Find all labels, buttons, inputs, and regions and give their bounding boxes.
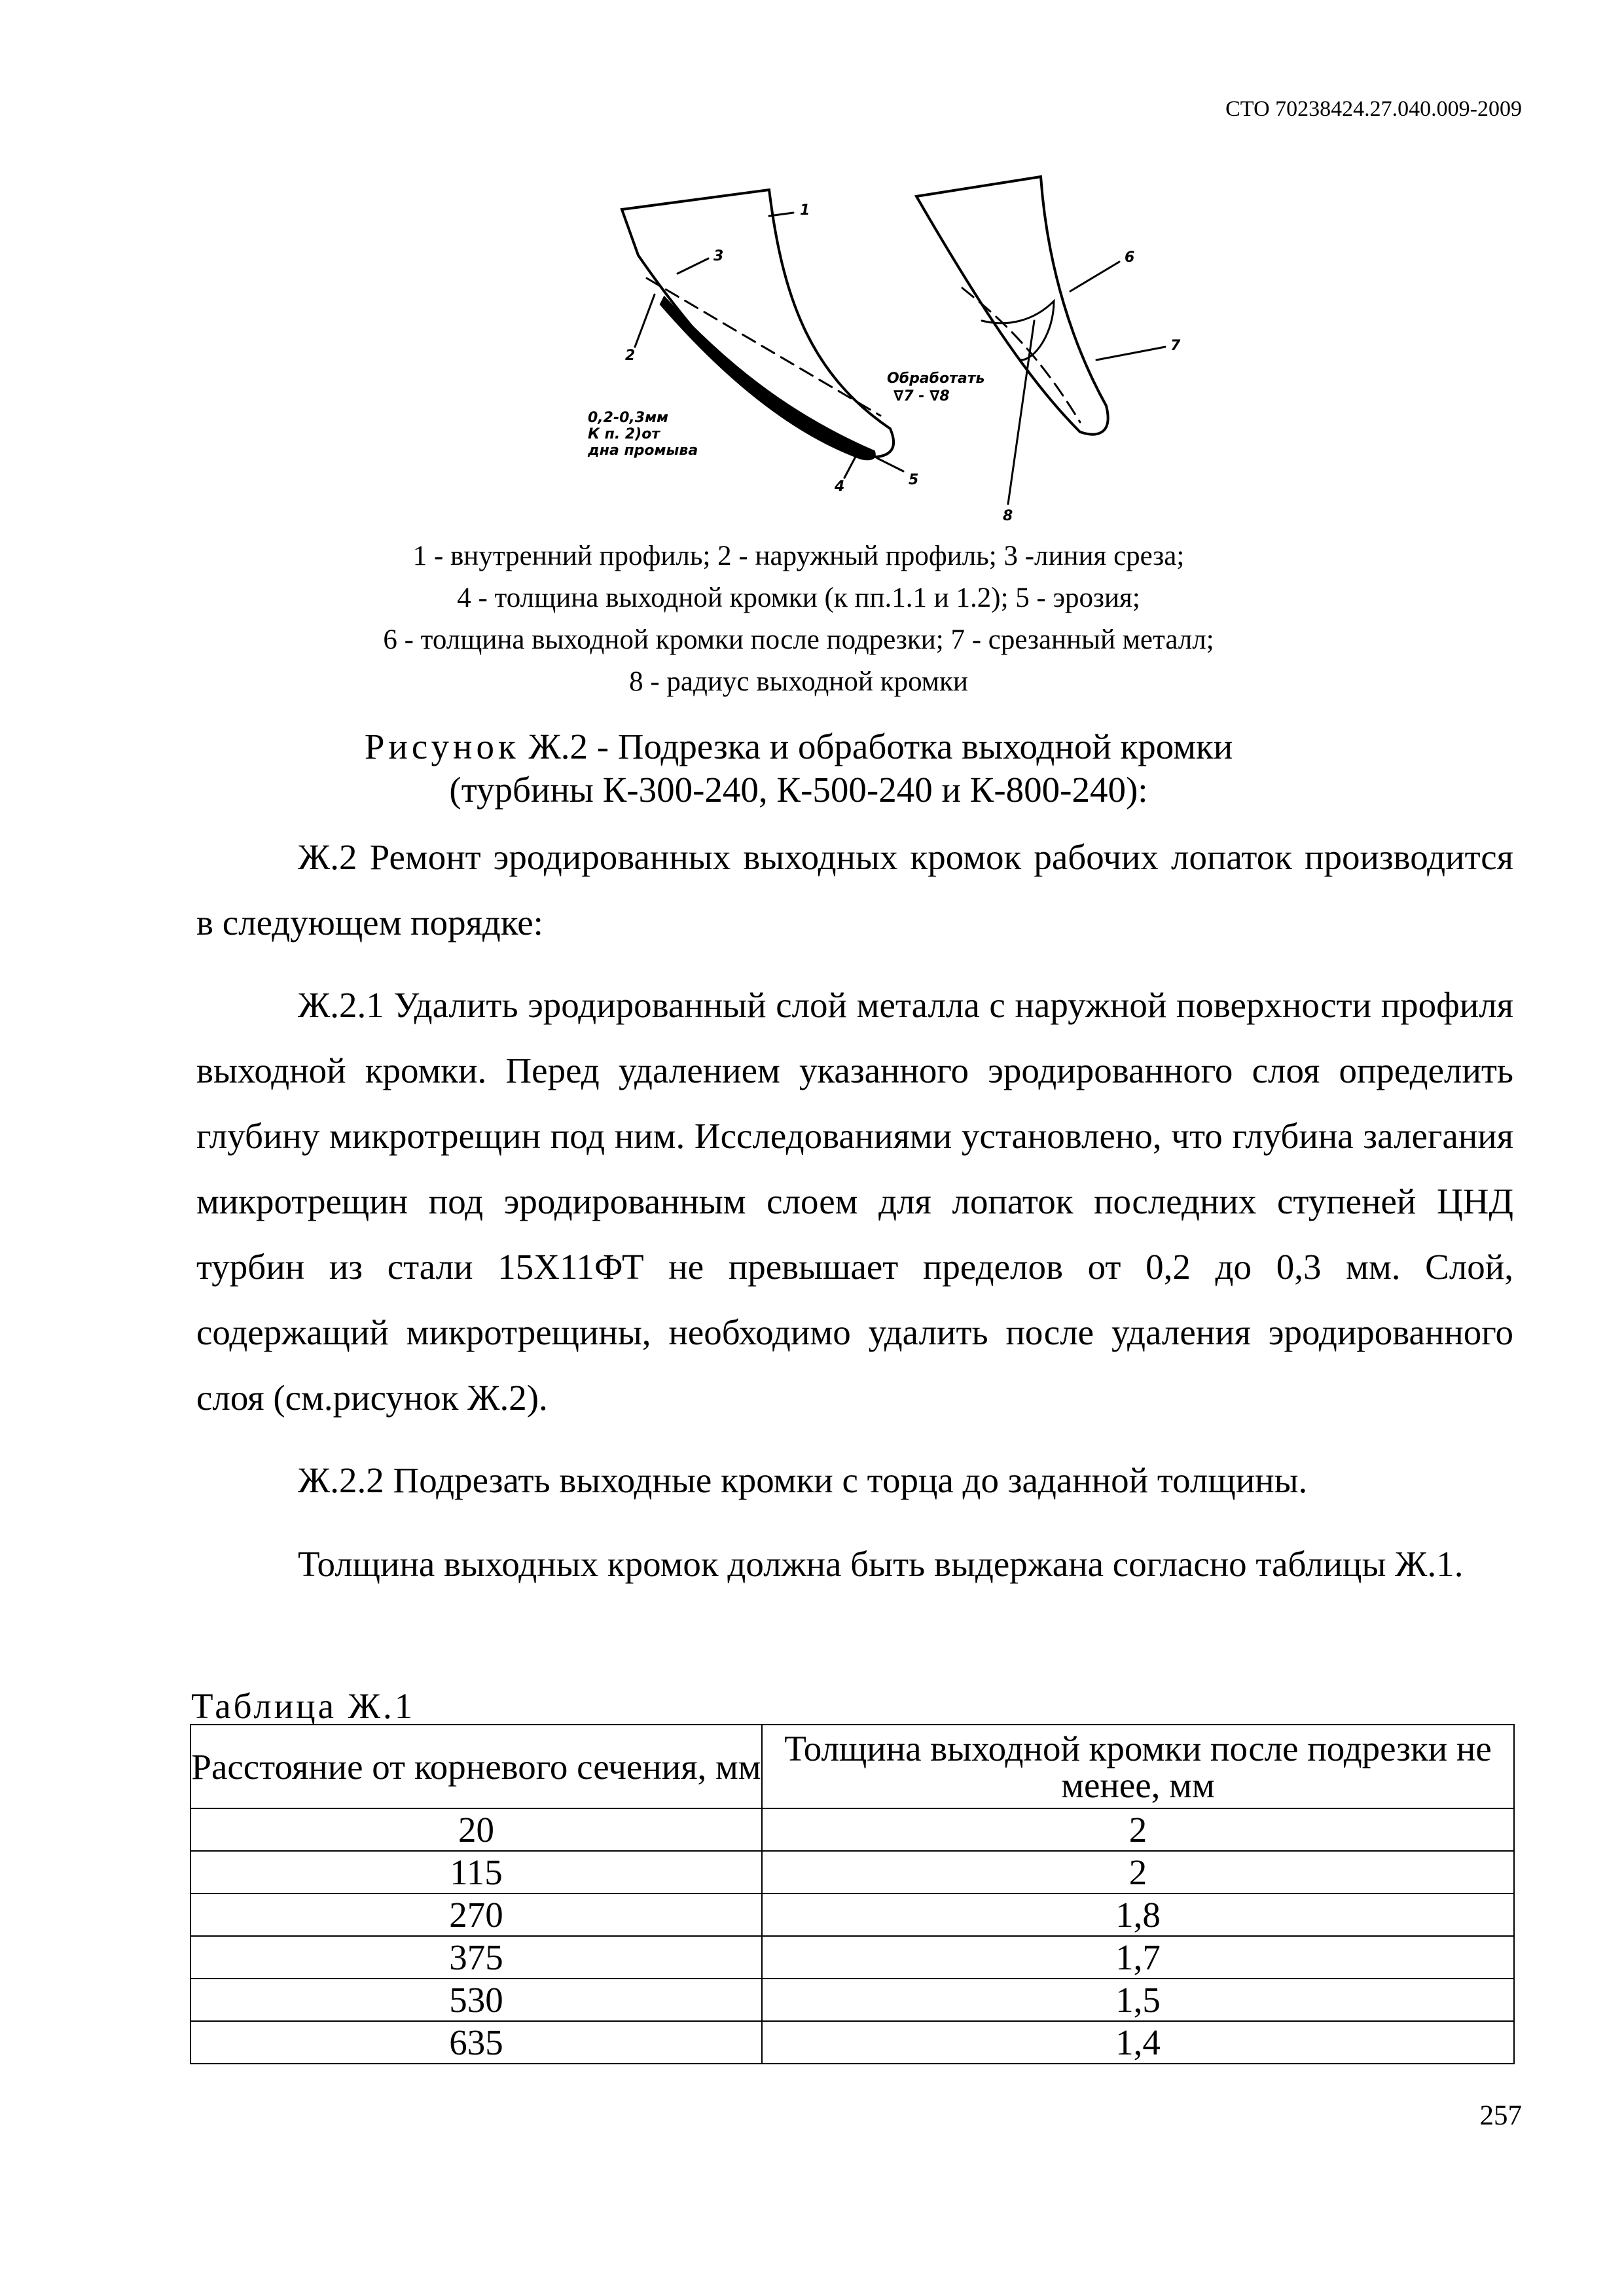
table-cell-thickness: 1,8 bbox=[762, 1893, 1514, 1936]
figure-title-line-2: (турбины К-300-240, К-500-240 и К-800-240): bbox=[449, 770, 1148, 810]
figure-note-depth: 0,2-0,3мм bbox=[588, 410, 669, 426]
figure-note-bottom: дна промыва bbox=[588, 442, 698, 459]
figure-title-rest: Ж.2 - Подрезка и обработка выходной кромки bbox=[519, 726, 1233, 766]
figure-note-ref: К п. 2)от bbox=[588, 426, 660, 442]
table-row bbox=[190, 1851, 1514, 1893]
figure-caption-line-1: 1 - внутренний профиль; 2 - наружный профиль; 3 -линия среза; bbox=[412, 541, 1185, 571]
figure-caption-line-2: 4 - толщина выходной кромки (к пп.1.1 и 1.2); 5 - эрозия; bbox=[457, 583, 1140, 613]
erosion-band bbox=[661, 298, 875, 459]
table-cell-distance: 115 bbox=[190, 1851, 762, 1893]
table-cell-distance: 20 bbox=[190, 1808, 762, 1851]
table-row bbox=[190, 1979, 1514, 2021]
page-number: 257 bbox=[1479, 2100, 1522, 2131]
figure-caption-line-4: 8 - радиус выходной кромки bbox=[629, 666, 968, 697]
figure-title-word: Рисунок bbox=[364, 726, 520, 766]
trailing-edge-radius bbox=[982, 301, 1054, 360]
document-code-header: СТО 70238424.27.040.009-2009 bbox=[1225, 97, 1522, 121]
table-header-row bbox=[190, 1725, 1514, 1808]
figure-label-7: 7 bbox=[1170, 338, 1181, 354]
figure-label-3: 3 bbox=[713, 248, 724, 264]
paragraph-zh2-2: Ж.2.2 Подрезать выходные кромки с торца до заданной толщины. bbox=[298, 1460, 1308, 1500]
table-cell-thickness: 1,5 bbox=[762, 1979, 1514, 2021]
table-row bbox=[190, 1808, 1514, 1851]
table-cell-thickness: 2 bbox=[762, 1851, 1514, 1893]
figure-title bbox=[196, 725, 1401, 768]
table-cell-distance: 530 bbox=[190, 1979, 762, 2021]
figure-note-process: Обработать bbox=[887, 370, 985, 387]
table-row bbox=[190, 1893, 1514, 1936]
trailing-edge-thickness-table bbox=[190, 1724, 1515, 2064]
figure-label-8: 8 bbox=[1003, 508, 1013, 524]
paragraph-thickness-note: Толщина выходных кромок должна быть выдержана согласно таблицы Ж.1. bbox=[298, 1544, 1464, 1584]
paragraph-zh2: Ж.2 Ремонт эродированных выходных кромок рабочих лопаток производится в следующем порядке: bbox=[196, 837, 1513, 942]
table-cell-thickness: 2 bbox=[762, 1808, 1514, 1851]
table-row bbox=[190, 2021, 1514, 2064]
figure-label-5: 5 bbox=[909, 472, 919, 488]
figure-caption-line-3: 6 - толщина выходной кромки после подрезки; 7 - срезанный металл; bbox=[383, 624, 1214, 655]
table-cell-distance: 375 bbox=[190, 1936, 762, 1979]
table-label: Таблица Ж.1 bbox=[191, 1686, 416, 1726]
figure-label-6: 6 bbox=[1125, 249, 1135, 266]
blade-trailing-edge-figure bbox=[537, 164, 1257, 530]
figure-label-1: 1 bbox=[800, 202, 810, 219]
table-cell-distance: 635 bbox=[190, 2021, 762, 2064]
table-header-distance: Расстояние от корневого сечения, мм bbox=[190, 1725, 762, 1808]
table-cell-thickness: 1,7 bbox=[762, 1936, 1514, 1979]
table-row bbox=[190, 1936, 1514, 1979]
table-cell-distance: 270 bbox=[190, 1893, 762, 1936]
right-blade-cut-outline bbox=[962, 288, 1080, 422]
figure-note-finish: ∇7 - ∇8 bbox=[893, 388, 950, 404]
table-header-thickness: Толщина выходной кромки после подрезки не менее, мм bbox=[762, 1725, 1514, 1808]
table-cell-thickness: 1,4 bbox=[762, 2021, 1514, 2064]
paragraph-zh2-1: Ж.2.1 Удалить эродированный слой металла с наружной поверхности профиля выходной кромки. Перед удалением указанного эродированного слоя определить глубину микротрещин под ним. Исследованиями установлено, что глубина залегания микротрещин под эродированным слоем для лопаток последних ступеней ЦНД турбин из стали 15Х11ФТ не превышает пределов от 0,2 до 0,3 мм. Слой, содержащий микротрещины, необходимо удалить после удаления эродированного слоя (см.рисунок Ж.2). bbox=[196, 985, 1513, 1418]
figure-label-2: 2 bbox=[625, 348, 636, 364]
figure-label-4: 4 bbox=[835, 478, 845, 495]
